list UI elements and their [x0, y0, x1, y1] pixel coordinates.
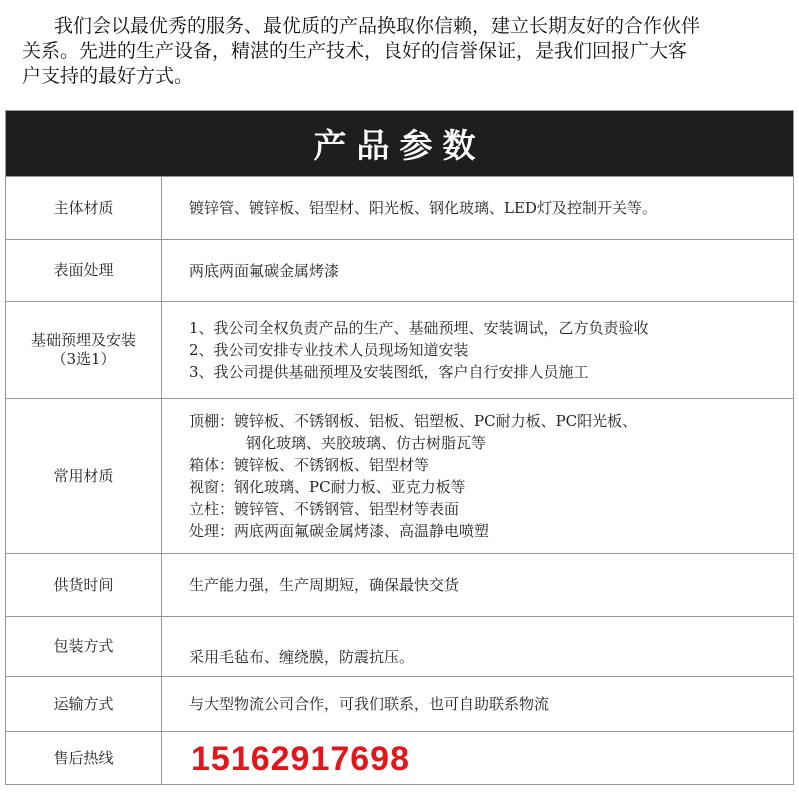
- row-value-container: [162, 554, 793, 616]
- table-row-material: [6, 176, 793, 239]
- row-value-line: 1、我公司全权负责产品的生产、基础预埋、安装调试，乙方负责验收: [189, 319, 649, 337]
- table-title: 产品参数: [6, 111, 793, 176]
- row-label: 常用材质: [6, 399, 162, 553]
- row-value-container: [162, 732, 793, 785]
- product-params-table: [5, 110, 794, 785]
- row-value-container: [162, 177, 793, 239]
- row-value-container: [162, 617, 793, 676]
- row-label: 表面处理: [6, 240, 162, 301]
- table-row-transport: [6, 676, 793, 731]
- intro-line: 户支持的最好方式。: [22, 65, 194, 87]
- row-label: 供货时间: [6, 554, 162, 616]
- row-value: 生产能力强，生产周期短，确保最快交货: [189, 576, 460, 594]
- row-value-line: 钢化玻璃、夹胶玻璃、仿古树脂瓦等: [246, 434, 487, 452]
- table-row-install: [6, 301, 793, 398]
- row-value: 采用毛毡布、缠绕膜，防震抗压。: [189, 647, 415, 666]
- row-label: 售后热线: [6, 732, 162, 785]
- intro-paragraph: [22, 14, 762, 89]
- row-value-line: 处理：两底两面氟碳金属烤漆、高温静电喷塑: [189, 522, 490, 540]
- row-value-container: [162, 302, 793, 398]
- row-label: 基础预埋及安装: [30, 331, 136, 349]
- table-row-common: [6, 398, 793, 553]
- row-value-line: 视窗：钢化玻璃、PC耐力板、亚克力板等: [189, 478, 466, 496]
- table-row-supply: [6, 553, 793, 616]
- row-label: 运输方式: [6, 677, 162, 731]
- intro-line: 我们会以最优秀的服务、最优质的产品换取你信赖，建立长期友好的合作伙伴: [54, 15, 701, 37]
- row-value-line: 箱体：镀锌板、不锈钢板、铝型材等: [189, 456, 430, 474]
- row-value-container: [162, 240, 793, 301]
- hotline-phone-number: 15162917698: [191, 739, 411, 778]
- row-sublabel: （3选1）: [51, 350, 116, 368]
- table-row-surface: [6, 239, 793, 301]
- row-value-container: [162, 677, 793, 731]
- row-label: 包装方式: [6, 617, 162, 676]
- row-label-container: [6, 302, 162, 398]
- row-value: 镀锌管、镀锌板、铝型材、阳光板、钢化玻璃、LED灯及控制开关等。: [189, 199, 657, 217]
- row-label: 主体材质: [6, 177, 162, 239]
- row-value: 与大型物流公司合作，可我们联系，也可自助联系物流: [189, 695, 550, 713]
- row-value-container: [162, 399, 793, 553]
- row-value-line: 立柱：镀锌管、不锈钢管、铝型材等表面: [189, 500, 460, 518]
- row-value-line: 2、我公司安排专业技术人员现场知道安装: [189, 341, 469, 359]
- row-value: 两底两面氟碳金属烤漆: [189, 261, 340, 280]
- table-row-packaging: [6, 616, 793, 676]
- row-value-line: 顶棚：镀锌板、不锈钢板、铝板、铝塑板、PC耐力板、PC阳光板、: [189, 412, 638, 430]
- table-row-hotline: [6, 731, 793, 785]
- row-value-line: 3、我公司提供基础预埋及安装图纸，客户自行安排人员施工: [189, 363, 589, 381]
- intro-line: 关系。先进的生产设备，精湛的生产技术，良好的信誉保证，是我们回报广大客: [22, 40, 688, 62]
